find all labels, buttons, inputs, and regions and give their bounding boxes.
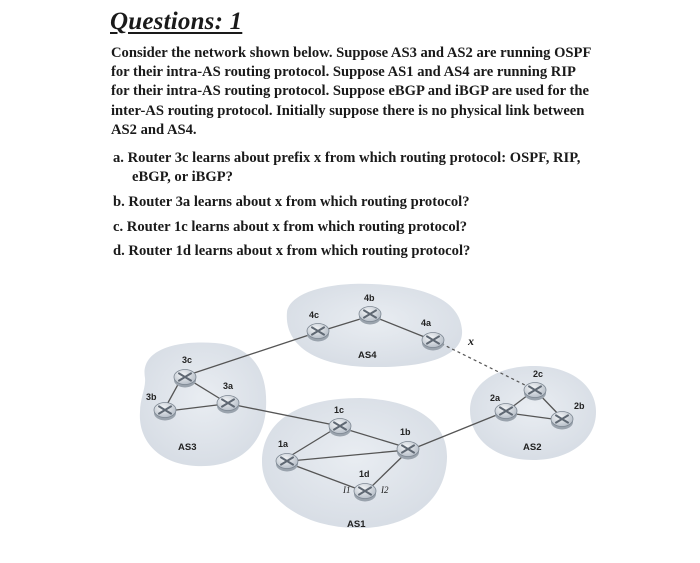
router-1b — [397, 442, 419, 460]
router-4b — [359, 307, 381, 325]
router-2b — [551, 412, 573, 430]
label-4b: 4b — [364, 293, 375, 303]
label-interface-i2: I2 — [381, 485, 389, 495]
router-4c — [307, 324, 329, 342]
question-c-marker: c. — [113, 219, 124, 235]
label-prefix-x: x — [468, 334, 474, 348]
intro-line-5: AS2 and AS4. — [111, 121, 197, 138]
router-1a — [276, 454, 298, 472]
label-1d: 1d — [359, 469, 370, 479]
question-d-text: Router 1d learns about x from which routing protocol? — [128, 243, 471, 259]
page-title: Questions: 1 — [110, 8, 243, 35]
question-b-marker: b. — [113, 194, 125, 210]
router-1c — [329, 419, 351, 437]
router-4a — [422, 333, 444, 351]
intro-line-3: for their intra-AS routing protocol. Suppose eBGP and iBGP are used for the — [111, 83, 589, 100]
router-2c — [524, 383, 546, 401]
label-2a: 2a — [490, 393, 501, 403]
label-as2: AS2 — [523, 442, 542, 453]
intro-line-4: inter-AS routing protocol. Initially suppose there is no physical link between — [111, 102, 585, 119]
label-4a: 4a — [421, 318, 432, 328]
label-1a: 1a — [278, 439, 289, 449]
label-2b: 2b — [574, 401, 585, 411]
router-3b — [154, 403, 176, 421]
question-c-text: Router 1c learns about x from which routing protocol? — [126, 219, 468, 235]
label-3b: 3b — [146, 392, 157, 402]
label-as1: AS1 — [347, 519, 366, 530]
label-1b: 1b — [400, 427, 411, 437]
label-1c: 1c — [334, 405, 345, 415]
question-a-line-2: eBGP, or iBGP? — [132, 169, 233, 185]
router-3a — [217, 396, 239, 414]
label-4c: 4c — [309, 310, 320, 320]
question-d-marker: d. — [113, 243, 125, 259]
question-a-marker: a. — [113, 150, 124, 166]
label-3a: 3a — [223, 381, 234, 391]
label-3c: 3c — [182, 355, 193, 365]
label-as4: AS4 — [358, 350, 377, 361]
question-b-text: Router 3a learns about x from which routing protocol? — [128, 194, 470, 210]
router-3c — [174, 370, 196, 388]
router-2a — [495, 404, 517, 422]
intro-line-2: for their intra-AS routing protocol. Suppose AS1 and AS4 are running RIP — [111, 64, 576, 81]
label-2c: 2c — [533, 369, 544, 379]
intro-line-1: Consider the network shown below. Suppose AS3 and AS2 are running OSPF — [111, 45, 592, 61]
router-1d — [354, 484, 376, 502]
label-interface-i1: I1 — [343, 485, 351, 495]
label-as3: AS3 — [178, 442, 197, 453]
question-a-line-1: Router 3c learns about prefix x from which routing protocol: OSPF, RIP, — [127, 150, 581, 166]
